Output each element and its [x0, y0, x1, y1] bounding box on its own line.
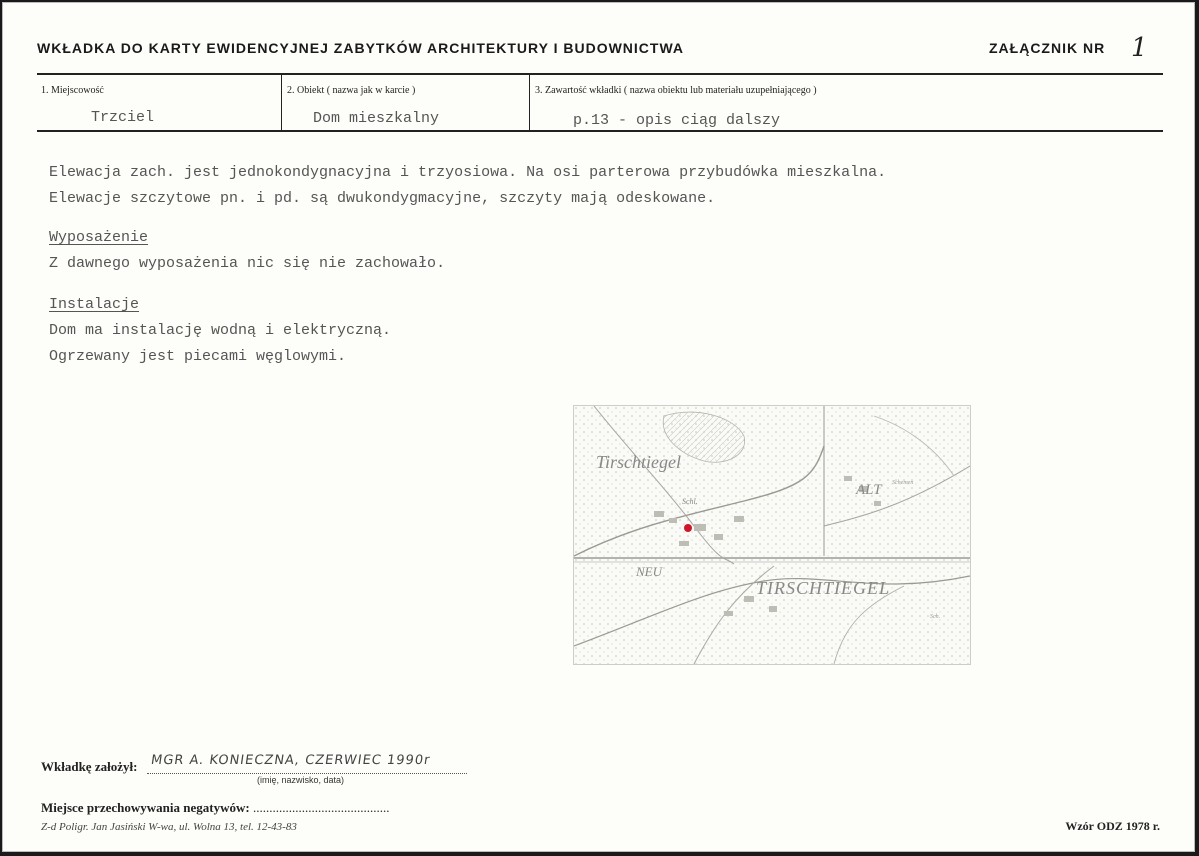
- historic-map: [573, 405, 971, 665]
- fields-bottom-rule: [37, 130, 1163, 132]
- map-label-tirschtiegel-2: TIRSCHTIEGEL: [756, 578, 891, 598]
- negatives-dots: ..........................................: [253, 800, 390, 815]
- field-label-object: 2. Obiekt ( nazwa jak w karcie ): [287, 85, 416, 96]
- header-rule: [37, 73, 1163, 75]
- map-label-schl: Schl.: [682, 497, 698, 506]
- map-label-schemen: Schemen: [892, 480, 914, 486]
- printer-imprint: Z-d Poligr. Jan Jasiński W-wa, ul. Wolna 13, tel. 12-43-83: [41, 821, 297, 833]
- field-value-contents: p.13 - opis ciąg dalszy: [573, 112, 781, 129]
- map-label-neu: NEU: [636, 564, 662, 579]
- field-value-locality: Trzciel: [91, 109, 155, 126]
- section-heading-equipment: Wyposażenie: [49, 229, 149, 246]
- map-label-alt: ALT: [856, 482, 882, 498]
- intro-line-1: Elewacja zach. jest jednokondygnacyjna i trzyosiowa. Na osi parterowa przybudówka mieszkalna.: [49, 164, 887, 181]
- intro-line-2: Elewacje szczytowe pn. i pd. są dwukondygmacyjne, szczyty mają odeskowane.: [49, 190, 716, 207]
- form-pattern: Wzór ODZ 1978 r.: [1065, 819, 1160, 833]
- negatives-label: Miejsce przechowywania negatywów:: [41, 800, 250, 815]
- field-value-object: Dom mieszkalny: [313, 110, 440, 127]
- map-label-tirschtiegel: Tirschtiegel: [596, 452, 681, 472]
- installations-line-1: Dom ma instalację wodną i elektryczną.: [49, 322, 392, 339]
- author-signature: MGR A. KONIECZNA, CZERWIEC 1990r: [149, 753, 432, 768]
- object-location-marker: [684, 524, 692, 532]
- field-divider-1: [281, 75, 282, 131]
- field-divider-2: [529, 75, 530, 131]
- map-texture: [574, 406, 970, 664]
- annex-label: ZAŁĄCZNIK NR: [989, 40, 1106, 56]
- author-caption: (imię, nazwisko, data): [257, 775, 345, 785]
- field-label-locality: 1. Miejscowość: [41, 85, 104, 96]
- equipment-line-1: Z dawnego wyposażenia nic się nie zachowało.: [49, 255, 446, 272]
- record-card: [2, 2, 1195, 852]
- map-drawing: [574, 406, 970, 664]
- section-heading-installations: Instalacje: [49, 296, 140, 313]
- form-title: WKŁADKA DO KARTY EWIDENCYJNEJ ZABYTKÓW ARCHITEKTURY I BUDOWNICTWA: [37, 40, 685, 56]
- map-label-sch: Sch.: [930, 614, 941, 620]
- author-label: Wkładkę założył:: [41, 759, 138, 774]
- installations-line-2: Ogrzewany jest piecami węglowymi.: [49, 348, 347, 365]
- field-label-contents: 3. Zawartość wkładki ( nazwa obiektu lub materiału uzupełniającego ): [535, 85, 817, 96]
- author-dotted-line: [147, 773, 467, 774]
- annex-number: 1: [1131, 33, 1148, 63]
